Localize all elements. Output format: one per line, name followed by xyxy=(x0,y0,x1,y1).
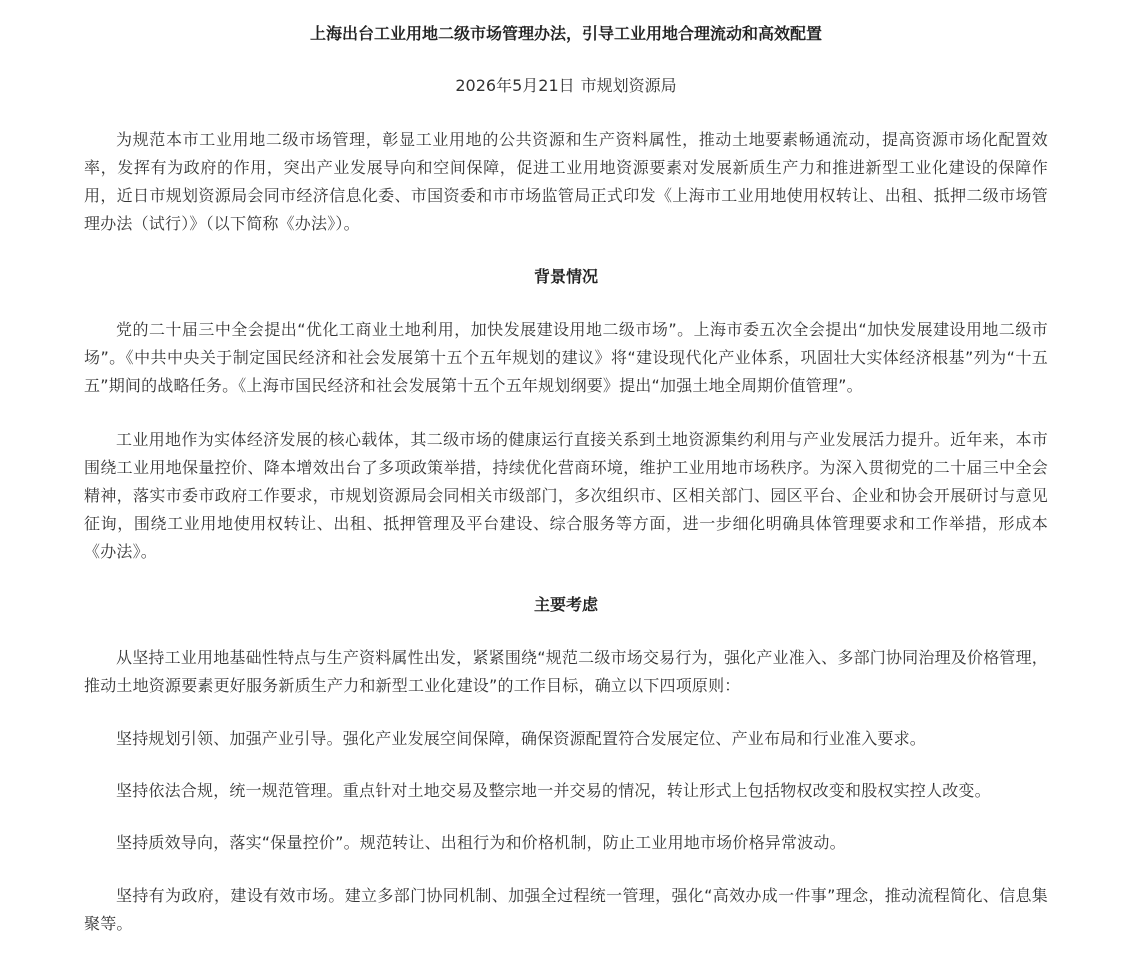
background-paragraph-1: 党的二十届三中全会提出“优化工商业土地利用，加快发展建设用地二级市场”。上海市委五次全会提出“加快发展建设用地二级市场”。《中共中央关于制定国民经济和社会发展第十五个五年规划的建议》将“建设现代化产业体系，巩固壮大实体经济根基”列为“十五五”期间的战略任务。《上海市国民经济和社会发展第十五个五年规划纲要》提出“加强土地全周期价值管理”。 xyxy=(84,320,1048,395)
publish-date: 2026年5月21日 xyxy=(455,76,575,95)
section-heading-considerations: 主要考虑 xyxy=(533,595,598,614)
principle-paragraph-1: 坚持规划引领、加强产业引导。强化产业发展空间保障，确保资源配置符合发展定位、产业布局和行业准入要求。 xyxy=(116,729,927,748)
section-heading-background: 背景情况 xyxy=(533,267,598,286)
publish-source: 市规划资源局 xyxy=(580,76,677,95)
principle-paragraph-3: 坚持质效导向，落实“保量控价”。规范转让、出租行为和价格机制，防止工业用地市场价格异常波动。 xyxy=(116,833,846,852)
background-paragraph-2: 工业用地作为实体经济发展的核心载体，其二级市场的健康运行直接关系到土地资源集约利用与产业发展活力提升。近年来，本市围绕工业用地保量控价、降本增效出台了多项政策举措，持续优化营商环境，维护工业用地市场秩序。为深入贯彻党的二十届三中全会精神，落实市委市政府工作要求，市规划资源局会同相关市级部门，多次组织市、区相关部门、园区平台、企业和协会开展研讨与意见征询，围绕工业用地使用权转让、出租、抵押管理及平台建设、综合服务等方面，进一步细化明确具体管理要求和工作举措，形成本《办法》。 xyxy=(84,430,1048,561)
intro-paragraph: 为规范本市工业用地二级市场管理，彰显工业用地的公共资源和生产资料属性，推动土地要素畅通流动，提高资源市场化配置效率，发挥有为政府的作用，突出产业发展导向和空间保障，促进工业用地资源要素对发展新质生产力和推进新型工业化建设的保障作用，近日市规划资源局会同市经济信息化委、市国资委和市市场监管局正式印发《上海市工业用地使用权转让、出租、抵押二级市场管理办法（试行）》（以下简称《办法》）。 xyxy=(84,130,1048,233)
principle-paragraph-2: 坚持依法合规，统一规范管理。重点针对土地交易及整宗地一并交易的情况，转让形式上包括物权改变和股权实控人改变。 xyxy=(116,781,991,800)
article-meta xyxy=(84,74,1048,98)
article-title: 上海出台工业用地二级市场管理办法，引导工业用地合理流动和高效配置 xyxy=(309,24,822,43)
considerations-paragraph-1: 从坚持工业用地基础性特点与生产资料属性出发，紧紧围绕“规范二级市场交易行为，强化产业准入、多部门协同治理及价格管理，推动土地资源要素更好服务新质生产力和新型工业化建设”的工作目标，确立以下四项原则： xyxy=(84,648,1048,695)
principle-paragraph-4: 坚持有为政府，建设有效市场。建立多部门协同机制、加强全过程统一管理，强化“高效办成一件事”理念，推动流程简化、信息集聚等。 xyxy=(84,886,1048,933)
